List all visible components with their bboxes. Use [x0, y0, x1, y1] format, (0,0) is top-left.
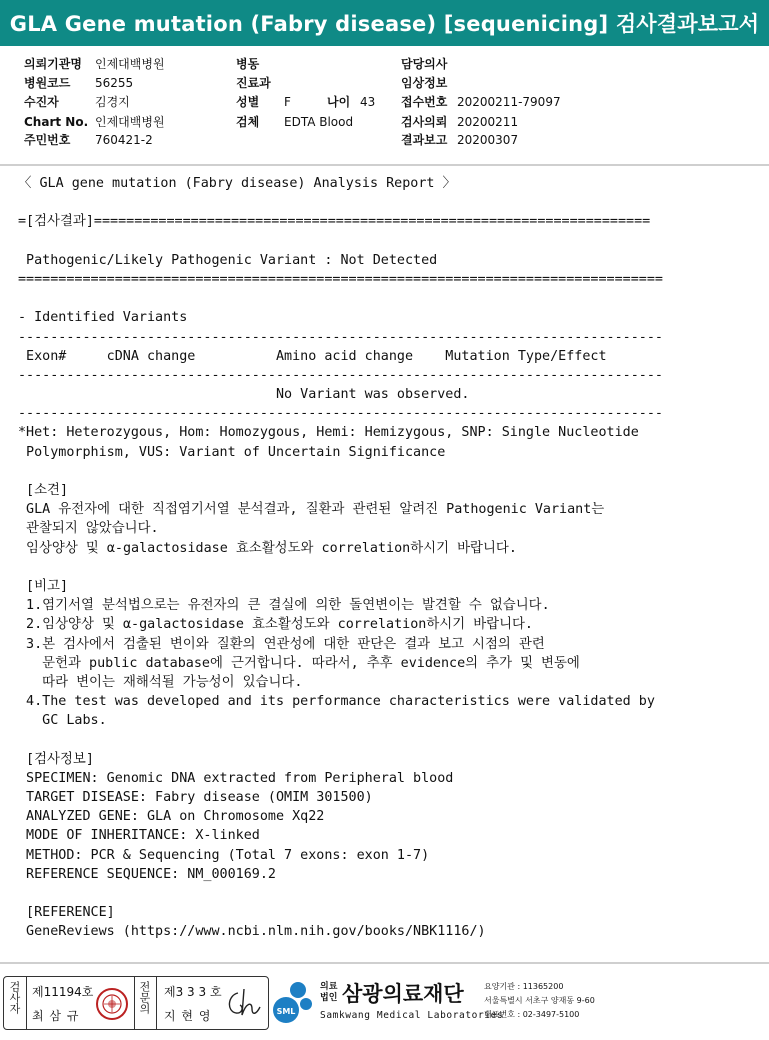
- examiner-seal-icon: [96, 988, 128, 1020]
- report-line: No Variant was observed.: [18, 387, 470, 403]
- report-line: [18, 462, 758, 481]
- report-line: 4.The test was developed and its performance characteristics were validated by: [18, 694, 655, 710]
- report-line: [18, 289, 758, 308]
- physician-row: [401, 55, 457, 73]
- report-line: 1.염기서열 분석법으로는 유전자의 큰 결실에 의한 돌연변이는 발견할 수 없습니다.: [18, 598, 550, 614]
- report-line: ================================================================================: [18, 271, 663, 287]
- hospital-code-label: 병원코드: [24, 76, 71, 90]
- department-label: 진료과: [236, 76, 271, 90]
- department-row: [236, 74, 284, 92]
- receipt-no-value: 20200211-79097: [457, 95, 561, 109]
- header-divider: [0, 164, 769, 166]
- examiner-license-no: 제11194호: [32, 985, 94, 999]
- report-line: [18, 558, 758, 577]
- report-line: TARGET DISEASE: Fabry disease (OMIM 301500): [18, 790, 373, 805]
- report-line: Exon# cDNA change Amino acid change Mutation Type/Effect: [18, 348, 607, 364]
- report-body: [18, 174, 758, 942]
- hospital-code-row: [24, 74, 133, 92]
- age-label: 나이: [327, 95, 351, 109]
- org-prefix-bottom: 법인: [320, 993, 338, 1003]
- report-line: [비고]: [18, 578, 69, 594]
- request-date-value: 20200211: [457, 115, 519, 129]
- specialist-name: 지 현 영: [164, 1009, 212, 1023]
- report-date-row: [401, 131, 518, 149]
- report-line: GeneReviews (https://www.ncbi.nlm.nih.gov/books/NBK1116/): [18, 924, 486, 940]
- request-date-row: [401, 113, 518, 131]
- ward-row: [236, 55, 284, 73]
- report-line: *Het: Heterozygous, Hom: Homozygous, Hemi: Hemizygous, SNP: Single Nucleotide: [18, 425, 639, 441]
- org-prefix: [320, 982, 337, 1004]
- report-line: ANALYZED GENE: GLA on Chromosome Xq22: [18, 809, 325, 825]
- sml-logo-text: SML: [276, 1007, 296, 1016]
- request-date-label: 검사의뢰: [401, 115, 448, 129]
- org-name: 삼광의료재단: [342, 982, 464, 1006]
- receipt-no-row: [401, 93, 561, 111]
- sml-logo-icon: [272, 980, 316, 1026]
- receipt-no-label: 접수번호: [401, 95, 448, 109]
- physician-label: 담당의사: [401, 57, 448, 71]
- ward-label: 병동: [236, 57, 260, 71]
- specimen-row: [236, 113, 353, 131]
- report-line: 2.임상양상 및 α-galactosidase 효소활성도와 correlation하시기 바랍니다.: [18, 617, 533, 633]
- report-line: [18, 232, 758, 251]
- report-line: METHOD: PCR & Sequencing (Total 7 exons: exon 1-7): [18, 847, 430, 863]
- specialist-label: 전문의: [138, 981, 151, 1014]
- examiner-col: [26, 977, 135, 1029]
- report-date-label: 결과보고: [401, 133, 448, 147]
- examiner-label-col: [4, 977, 27, 1029]
- report-line: 〈 GLA gene mutation (Fabry disease) Analysis Report 〉: [18, 176, 456, 191]
- report-line: --------------------------------------------------------------------------------: [18, 367, 663, 383]
- report-line: REFERENCE SEQUENCE: NM_000169.2: [18, 866, 276, 882]
- specialist-license-no: 제3 3 3 호: [164, 985, 222, 999]
- patient-name-value: 김경지: [95, 95, 130, 109]
- hospital-name-label: 의뢰기관명: [24, 57, 82, 71]
- specialist-label-col: [134, 977, 157, 1029]
- report-line: 관찰되지 않았습니다.: [18, 521, 159, 537]
- clinical-info-row: [401, 74, 457, 92]
- resident-no-row: [24, 131, 153, 149]
- report-line: GC Labs.: [18, 713, 107, 729]
- age-row: [327, 93, 375, 111]
- report-line: SPECIMEN: Genomic DNA extracted from Peripheral blood: [18, 770, 454, 786]
- report-line: 문헌과 public database에 근거합니다. 따라서, 추후 evidence의 추가 및 변동에: [18, 655, 580, 671]
- clinical-info-label: 임상정보: [401, 76, 448, 90]
- report-line: 따라 변이는 재해석될 가능성이 있습니다.: [18, 674, 303, 690]
- resident-no-value: 760421-2: [95, 133, 153, 147]
- footer-divider: [0, 962, 769, 964]
- hospital-code-value: 56255: [95, 76, 134, 90]
- report-line: Pathogenic/Likely Pathogenic Variant : Not Detected: [18, 252, 438, 268]
- sex-row: [236, 93, 291, 111]
- report-line: [소견]: [18, 483, 69, 498]
- specialist-col: [156, 977, 268, 1029]
- report-line: --------------------------------------------------------------------------------: [18, 406, 663, 422]
- hospital-name-value: 인제대백병원: [95, 57, 165, 71]
- report-date-value: 20200307: [457, 133, 519, 147]
- org-contact: [484, 980, 595, 1022]
- examiner-name: 최 삼 규: [32, 1009, 80, 1023]
- report-line: [18, 884, 758, 903]
- report-line: GLA 유전자에 대한 직접염기서열 분석결과, 질환과 관련된 알려진 Pathogenic Variant는: [18, 502, 605, 518]
- chart-no-value: 인제대백병원: [95, 115, 165, 129]
- chart-no-row: [24, 113, 165, 131]
- report-line: 임상양상 및 α-galactosidase 효소활성도와 correlation하시기 바랍니다.: [18, 540, 517, 556]
- org-code: 요양기관 : 11365200: [484, 982, 564, 991]
- report-line: MODE OF INHERITANCE: X-linked: [18, 828, 260, 844]
- examiner-label: 검사자: [8, 981, 21, 1014]
- report-line: - Identified Variants: [18, 310, 188, 326]
- report-line: --------------------------------------------------------------------------------: [18, 329, 663, 345]
- sex-label: 성별: [236, 95, 260, 109]
- footer: [0, 968, 769, 1040]
- report-line: [REFERENCE]: [18, 905, 115, 921]
- report-line: [18, 730, 758, 749]
- report-line: =[검사결과]=====================================================================: [18, 214, 651, 230]
- report-line: [검사정보]: [18, 751, 94, 767]
- org-address: 서울특별시 서초구 양재동 9-60: [484, 996, 595, 1005]
- report-line: Polymorphism, VUS: Variant of Uncertain Significance: [18, 444, 446, 460]
- org-phone: 대표번호 : 02-3497-5100: [484, 1010, 580, 1019]
- specimen-value: EDTA Blood: [284, 115, 354, 129]
- org-prefix-top: 의료: [320, 982, 338, 992]
- specialist-signature-icon: [224, 985, 264, 1021]
- age-value: 43: [360, 95, 376, 109]
- report-line: 3.본 검사에서 검출된 변이와 질환의 연관성에 대한 판단은 결과 보고 시점의 관련: [18, 636, 545, 652]
- signature-box: [3, 976, 269, 1030]
- patient-name-label: 수진자: [24, 95, 59, 109]
- chart-no-label: Chart No.: [24, 115, 89, 129]
- specimen-label: 검체: [236, 115, 260, 129]
- report-line: [18, 193, 758, 212]
- resident-no-label: 주민번호: [24, 133, 71, 147]
- lab-logo: [272, 976, 766, 1032]
- sex-value: F: [284, 95, 291, 109]
- patient-info-header: [0, 50, 769, 158]
- org-english-name: Samkwang Medical Laboratories: [320, 1010, 504, 1021]
- patient-name-row: [24, 93, 130, 111]
- report-title: GLA Gene mutation (Fabry disease) [sequenicing] 검사결과보고서: [0, 0, 769, 46]
- hospital-name-row: [24, 55, 165, 73]
